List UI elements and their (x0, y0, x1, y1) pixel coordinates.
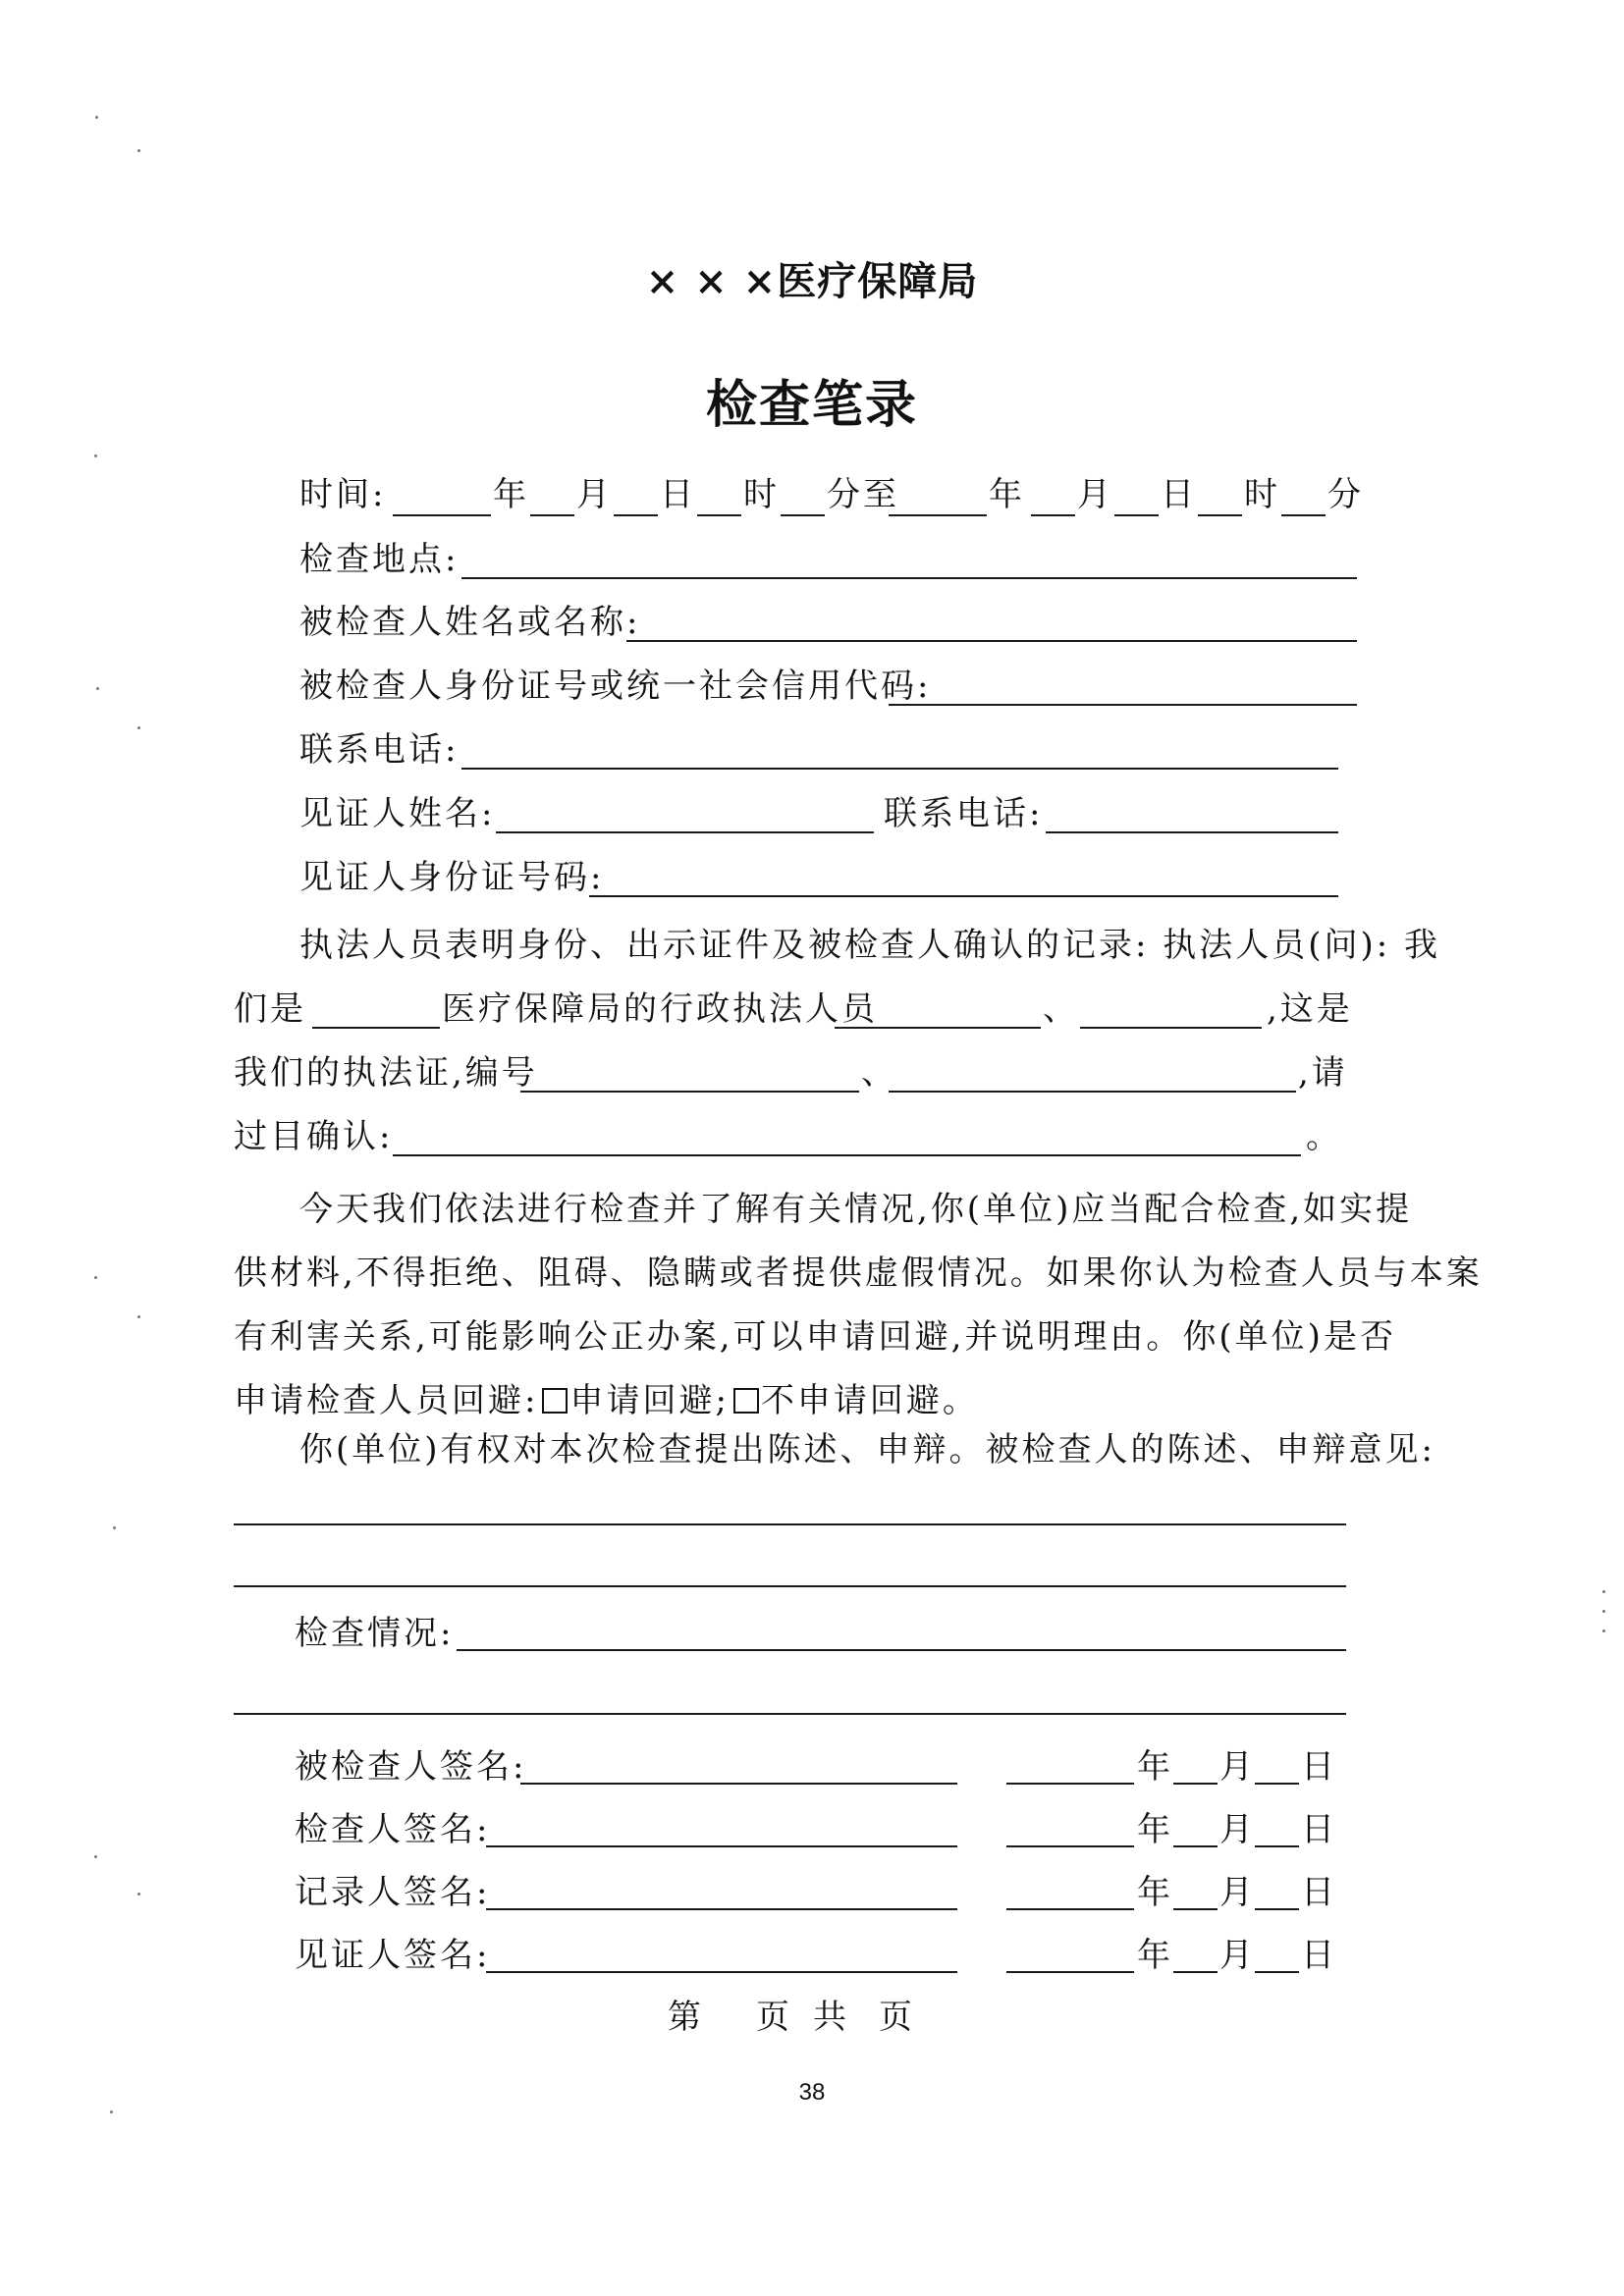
scan-speck (1602, 1610, 1605, 1613)
year-label: 年 (1137, 1747, 1173, 1787)
month-label: 月 (1219, 1747, 1256, 1787)
badge-number-1-field[interactable] (520, 1091, 859, 1093)
time-label: 时间: (299, 475, 387, 514)
month-label: 月 (1219, 1810, 1256, 1849)
end-hour-field[interactable] (1198, 514, 1242, 516)
recorder-signature-label: 记录人签名: (295, 1873, 491, 1912)
not-apply-recusal-label: 不申请回避。 (760, 1381, 979, 1420)
start-year-field[interactable] (393, 514, 491, 516)
witness-phone-field[interactable] (1046, 831, 1338, 833)
witness-id-field[interactable] (589, 895, 1338, 897)
identity-line-1: 执法人员表明身份、出示证件及被检查人确认的记录: 执法人员(问): 我 (299, 926, 1441, 965)
recorder-sign-month-field[interactable] (1173, 1908, 1218, 1910)
start-month-field[interactable] (530, 514, 574, 516)
notice-line-3: 有利害关系,可能影响公正办案,可以申请回避,并说明理由。你(单位)是否 (234, 1317, 1396, 1357)
scan-speck (137, 149, 140, 152)
inspector-sign-month-field[interactable] (1173, 1845, 1218, 1847)
situation-field-1[interactable] (457, 1649, 1346, 1651)
inspected-name-field[interactable] (626, 640, 1357, 642)
location-label: 检查地点: (299, 540, 460, 579)
witness-sign-year-field[interactable] (1006, 1971, 1134, 1973)
recorder-sign-year-field[interactable] (1006, 1908, 1134, 1910)
inspector-signature-field[interactable] (486, 1845, 957, 1847)
minute-label: 分 (1327, 475, 1364, 514)
identity-line-3-end: ,请 (1298, 1053, 1348, 1093)
month-label: 月 (1219, 1873, 1256, 1912)
confirm-field[interactable] (393, 1154, 1301, 1156)
scan-speck (113, 1526, 116, 1529)
location-field[interactable] (461, 577, 1357, 579)
month-label: 月 (1219, 1936, 1256, 1975)
witness-name-field[interactable] (496, 831, 874, 833)
start-minute-field[interactable] (781, 514, 825, 516)
identity-line-2-end: ,这是 (1267, 989, 1353, 1029)
notice-line-4 (234, 1379, 979, 1422)
hour-label: 时 (743, 475, 780, 514)
phone-field[interactable] (461, 768, 1338, 770)
inspected-signature-field[interactable] (520, 1783, 957, 1785)
end-month-field[interactable] (1031, 514, 1075, 516)
scan-speck (96, 687, 99, 690)
scan-speck (137, 1893, 140, 1896)
inspected-sign-day-field[interactable] (1255, 1783, 1299, 1785)
identity-line-2-middle: 医疗保障局的行政执法人员 (442, 989, 878, 1029)
scan-speck (1602, 1590, 1605, 1593)
witness-name-label: 见证人姓名: (299, 794, 496, 833)
witness-signature-label: 见证人签名: (295, 1936, 491, 1975)
inspected-sign-month-field[interactable] (1173, 1783, 1218, 1785)
notice-line-1: 今天我们依法进行检查并了解有关情况,你(单位)应当配合检查,如实提 (299, 1190, 1413, 1229)
day-label: 日 (1301, 1936, 1337, 1975)
identity-line-2-prefix: 们是 (234, 989, 306, 1029)
inspector-sign-day-field[interactable] (1255, 1845, 1299, 1847)
hour-label: 时 (1244, 475, 1280, 514)
page-counter-middle: 页共 (756, 1998, 870, 2037)
day-label: 日 (660, 475, 696, 514)
document-title: 检查笔录 (705, 375, 918, 435)
badge-number-2-field[interactable] (889, 1091, 1296, 1093)
phone-label: 联系电话: (299, 730, 460, 770)
start-hour-field[interactable] (697, 514, 741, 516)
inspected-id-label: 被检查人身份证号或统一社会信用代码: (299, 667, 932, 706)
statement-line: 你(单位)有权对本次检查提出陈述、申辩。被检查人的陈述、申辩意见: (299, 1430, 1435, 1469)
scan-speck (94, 1276, 97, 1279)
month-label: 月 (1077, 475, 1113, 514)
scan-speck (94, 454, 97, 457)
inspector-sign-year-field[interactable] (1006, 1845, 1134, 1847)
witness-sign-day-field[interactable] (1255, 1971, 1299, 1973)
scan-speck (110, 2110, 113, 2113)
year-label: 年 (989, 475, 1025, 514)
scan-speck (137, 1315, 140, 1318)
statement-field-1[interactable] (234, 1523, 1346, 1525)
recorder-signature-field[interactable] (486, 1908, 957, 1910)
confirm-label: 过目确认: (234, 1117, 394, 1156)
identity-line-3-prefix: 我们的执法证,编号 (234, 1053, 538, 1093)
end-minute-field[interactable] (1281, 514, 1326, 516)
page-counter-prefix: 第 (668, 1998, 704, 2037)
scan-speck (137, 726, 140, 729)
year-label: 年 (493, 475, 529, 514)
minute-to-label: 分至 (827, 475, 899, 514)
officer-1-field[interactable] (835, 1027, 1041, 1029)
situation-field-2[interactable] (234, 1713, 1346, 1715)
witness-sign-month-field[interactable] (1173, 1971, 1218, 1973)
separator: 、 (861, 1053, 897, 1093)
scan-speck (1602, 1629, 1605, 1632)
confirm-end: 。 (1306, 1117, 1342, 1156)
inspected-signature-label: 被检查人签名: (295, 1747, 527, 1787)
apply-recusal-label: 申请回避; (569, 1381, 730, 1420)
witness-id-label: 见证人身份证号码: (299, 858, 605, 897)
witness-phone-label: 联系电话: (884, 794, 1044, 833)
apply-recusal-checkbox[interactable] (542, 1388, 568, 1414)
end-year-field[interactable] (889, 514, 987, 516)
day-label: 日 (1301, 1810, 1337, 1849)
statement-field-2[interactable] (234, 1585, 1346, 1587)
notice-line-2: 供材料,不得拒绝、阻碍、隐瞒或者提供虚假情况。如果你认为检查人员与本案 (234, 1254, 1483, 1293)
bureau-name-field[interactable] (312, 1027, 440, 1029)
start-day-field[interactable] (614, 514, 658, 516)
day-label: 日 (1301, 1873, 1337, 1912)
inspected-id-field[interactable] (889, 704, 1357, 706)
not-apply-recusal-checkbox[interactable] (733, 1388, 759, 1414)
scan-speck (95, 116, 98, 119)
organization-title: × × ×医疗保障局 (645, 258, 979, 304)
inspected-sign-year-field[interactable] (1006, 1783, 1134, 1785)
officer-2-field[interactable] (1080, 1027, 1262, 1029)
year-label: 年 (1137, 1810, 1173, 1849)
month-label: 月 (576, 475, 613, 514)
inspected-name-label: 被检查人姓名或名称: (299, 603, 641, 642)
scan-speck (94, 1855, 97, 1858)
recorder-sign-day-field[interactable] (1255, 1908, 1299, 1910)
year-label: 年 (1137, 1936, 1173, 1975)
witness-signature-field[interactable] (486, 1971, 957, 1973)
day-label: 日 (1301, 1747, 1337, 1787)
day-label: 日 (1161, 475, 1197, 514)
recusal-question: 申请检查人员回避: (234, 1381, 539, 1420)
year-label: 年 (1137, 1873, 1173, 1912)
situation-label: 检查情况: (295, 1614, 455, 1653)
inspector-signature-label: 检查人签名: (295, 1810, 491, 1849)
page-counter-suffix: 页 (879, 1998, 915, 2037)
separator: 、 (1043, 989, 1079, 1029)
page-number: 38 (798, 2079, 826, 2106)
end-day-field[interactable] (1114, 514, 1159, 516)
